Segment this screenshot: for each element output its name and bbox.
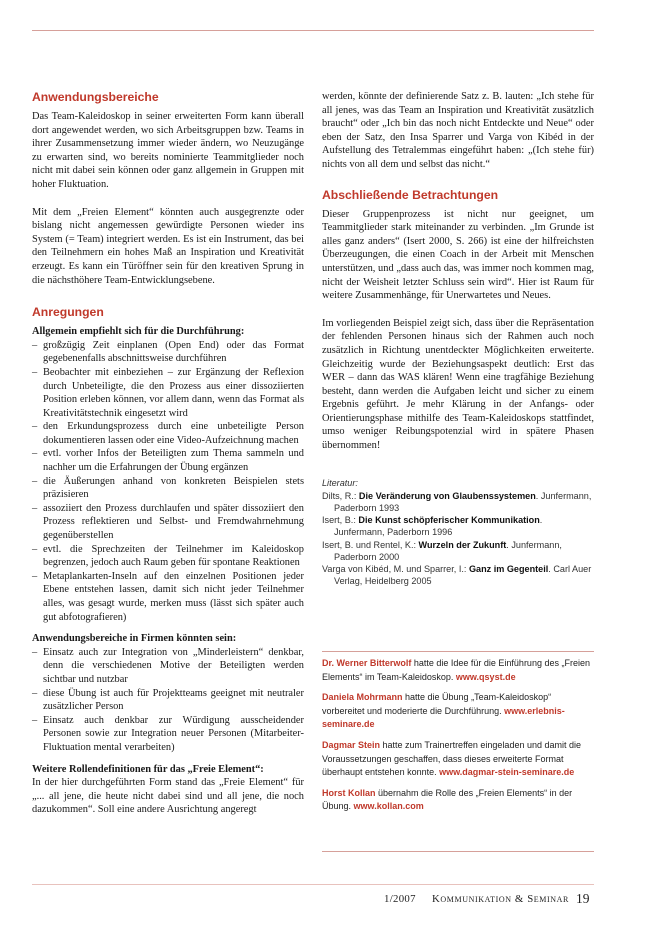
paragraph: werden, könnte der definierende Satz z. B. lauten: „Ich stehe für all jenes, was das Team an Inspiration und Kreativität zusätzlich braucht“ oder „Ich bin das noch nicht Entdeckte und Neue“ oder eben der Satz, den Insa Sparrer und Varga von Kibéd in der Aufstellung des Tetralemmas eingeführt haben: „(Ich stehe für) nichts von all dem und selbst das nicht.“ [322, 91, 594, 170]
literature-list [322, 477, 594, 588]
footer-rule [32, 884, 594, 885]
credit-name: Horst Kollan [322, 787, 376, 798]
issue-number: 1/2007 [384, 893, 416, 905]
list-item: – Einsatz auch zur Integration von „Minderleistern“ denkbar, denn die verschiedenen Motive der Beteiligten werden sichtbar und nutzbar [32, 646, 304, 687]
list-item: – den Erkundungsprozess durch eine unbeteiligte Person dokumentieren lassen oder eine Video-Aufzeichnung machen [32, 420, 304, 447]
lit-title: Die Veränderung von Glaubenssystemen [358, 490, 536, 501]
paragraph: Das Team-Kaleidoskop in seiner erweiterten Form kann überall dort angewendet werden, wo sich Arbeitsgruppen bzw. Teams in ihrer Zusammensetzung immer wieder ändern, wo Neuzugänge zu erwarten sind, wo bereits nominierte Teammitglieder noch nicht mit dabei sein können oder ganz allgemein in Gruppen mit hoher Fluktuation. [32, 111, 304, 190]
credit-name: Daniela Mohrmann [322, 692, 403, 703]
lit-rest: . Junfermann, Paderborn 2000 [334, 539, 562, 562]
literature-entry [322, 563, 594, 587]
list-item: – die Äußerungen anhand von konkreten Beispielen stets präzisieren [32, 475, 304, 502]
lit-author: Dilts, R.: [322, 490, 359, 501]
heading-anregungen: Anregungen [32, 305, 104, 320]
credit-name: Dr. Werner Bitterwolf [322, 658, 412, 668]
credit-text: hatte die Idee für die Einführung des „Freien Elements“ im Team-Kaleidoskop. [322, 658, 590, 682]
right-column [322, 90, 594, 587]
paragraph: In der hier durchgeführten Form stand das „Freie Element“ für „... all jene, die heute nicht dabei sind und all jene, die noch dazukommen“. Soll eine andere Ausrichtung angeregt [32, 777, 304, 816]
lit-author: Isert, B.: [322, 515, 359, 526]
firmen-list [32, 646, 304, 755]
list-item: – evtl. die Sprechzeiten der Teilnehmer im Kaleidoskop begrenzen, jedoch auch Raum geben für spontane Reaktionen [32, 543, 304, 570]
credit-item [322, 657, 594, 684]
lit-author: Varga von Kibéd, M. und Sparrer, I.: [322, 564, 469, 575]
credits-box [322, 657, 594, 821]
lit-rest: . Junfermann, Paderborn 1993 [334, 490, 592, 514]
lit-title: Ganz im Gegenteil [468, 564, 549, 575]
credit-text: hatte die Übung „Team-Kaleidoskop“ vorbereitet und moderierte die Durchführung. [322, 692, 552, 716]
left-column [32, 90, 304, 817]
magazine-name: Kommunikation & Seminar [432, 893, 569, 905]
credit-url[interactable]: www.erlebnis-seminare.de [322, 705, 565, 730]
credit-text: hatte zum Trainertreffen eingeladen und damit die Voraussetzungen geschaffen, dass dieses erweiterte Format überhaupt entstehen konnte. [322, 739, 581, 778]
page-number: 19 [576, 891, 590, 906]
lit-title: Die Kunst schöpferischer Kommunikation [358, 515, 540, 526]
subheading-rollendefinitionen: Weitere Rollendefinitionen für das „Freie Element“: [32, 763, 264, 775]
durchfuehrung-list [32, 339, 304, 624]
subheading-firmen: Anwendungsbereiche in Firmen könnten sein: [32, 633, 237, 645]
paragraph: Dieser Gruppenprozess ist nicht nur geeignet, um Teammitglieder stark miteinander zu verbinden. „Im Grunde ist alles ganz anders“ (Isert 2000, S. 266) ist eine der hilfreichsten Überzeugungen, die einen Coach in der Arbeit mit Menschen unterstützen, und „dass auch das, was immer noch kommen mag, nicht der Weisheit letzter Schluss sein wird“. Hier ist Raum für weitere Zusammenhänge, für Unerwartetes und Neues. [322, 208, 594, 302]
subheading-durchfuehrung: Allgemein empfiehlt sich für die Durchführung: [32, 326, 245, 338]
lit-rest: . Junfermann, Paderborn 1996 [334, 515, 543, 538]
lit-author: Isert, B. und Rentel, K.: [322, 539, 419, 550]
credit-name: Dagmar Stein [322, 739, 381, 750]
credits-top-rule [322, 651, 594, 652]
list-item: – Beobachter mit einbeziehen – zur Ergänzung der Reflexion durch Unbeteiligte, die den Prozess aus einer dissoziierten Position erleben können, vor allem dann, wenn das Format als Kreativitätstechnik eingesetzt wird [32, 366, 304, 420]
page-footer [0, 891, 656, 911]
list-item: – Einsatz auch denkbar zur Würdigung ausscheidender Personen sowie zur Integration neuer Personen (Mitarbeiter-Fluktuation mental verarbeiten) [32, 714, 304, 755]
paragraph: Im vorliegenden Beispiel zeigt sich, dass über die Repräsentation der fehlenden Personen hinaus sich der Rahmen auch noch zusätzlich in Richtung unentdeckter Möglichkeiten erweiterte. Gleichzeitig wurde der Beziehungsaspekt deutlich: Erst das WER – dann das WAS klären! Wenn eine tragfähige Beziehung besteht, dann werden die Aufgaben leicht und sicher zu einem Ergebnis geführt. Je mehr Klärung in der Anfangs- oder Orientierungsphase mithilfe des Team-Kaleidoskops stattfindet, umso weniger Reibungspotenzial wird in spätere Phasen übernommen! [322, 317, 594, 452]
heading-abschliessende-betrachtungen: Abschließende Betrachtungen [322, 187, 499, 202]
heading-anwendungsbereiche: Anwendungsbereiche [32, 90, 159, 104]
credit-text: übernahm die Rolle des „Freien Elements“ in der Übung. [322, 787, 573, 812]
top-rule [32, 30, 594, 31]
lit-rest: . Carl Auer Verlag, Heidelberg 2005 [334, 564, 592, 587]
credit-item [322, 787, 594, 814]
literature-entry [322, 539, 594, 563]
list-item: – evtl. vorher Infos der Beteiligten zum Thema sammeln und nachher um die Erfahrungen der Übung ergänzen [32, 447, 304, 474]
lit-title: Wurzeln der Zukunft [418, 539, 507, 550]
credits-bottom-rule [322, 851, 594, 852]
paragraph: Mit dem „Freien Element“ könnten auch ausgegrenzte oder bislang nicht angemessen gewürdigte Personen wieder ins System (= Team) integriert werden. Es ist ein Instrument, das bei den Teilnehmern ein hohes Maß an Inspiration und Kreativität erzeugt. Es kann ein Türöffner sein für den kreativen Sprung in die nächsthöhere Team-Entwicklungsebene. [32, 206, 304, 286]
credit-url[interactable]: www.qsyst.de [455, 671, 516, 682]
credit-url[interactable]: www.kollan.com [353, 801, 424, 812]
credit-item [322, 739, 594, 780]
list-item: – Metaplankarten-Inseln auf den einzelnen Positionen jeder Ebene entstehen lassen, damit sich nicht jeder Teilnehmer alles, was gesagt wurde, merken muss (lässt sich später auch gut abfotografieren) [32, 570, 304, 624]
list-item: – großzügig Zeit einplanen (Open End) oder das Format gegebenenfalls abschnittsweise durchführen [32, 339, 304, 366]
credit-url[interactable]: www.dagmar-stein-seminare.de [439, 767, 575, 778]
literature-entry [322, 514, 594, 538]
literature-entry [322, 490, 594, 514]
list-item: – diese Übung ist auch für Projektteams geeignet mit neutraler zusätzlicher Person [32, 687, 304, 714]
list-item: – assoziiert den Prozess durchlaufen und später dissoziiert den Prozess reflektieren und Selbst- und Fremdwahrnehmung gegenüberstellen [32, 502, 304, 543]
literature-label: Literatur: [322, 477, 358, 488]
credit-item [322, 691, 594, 732]
